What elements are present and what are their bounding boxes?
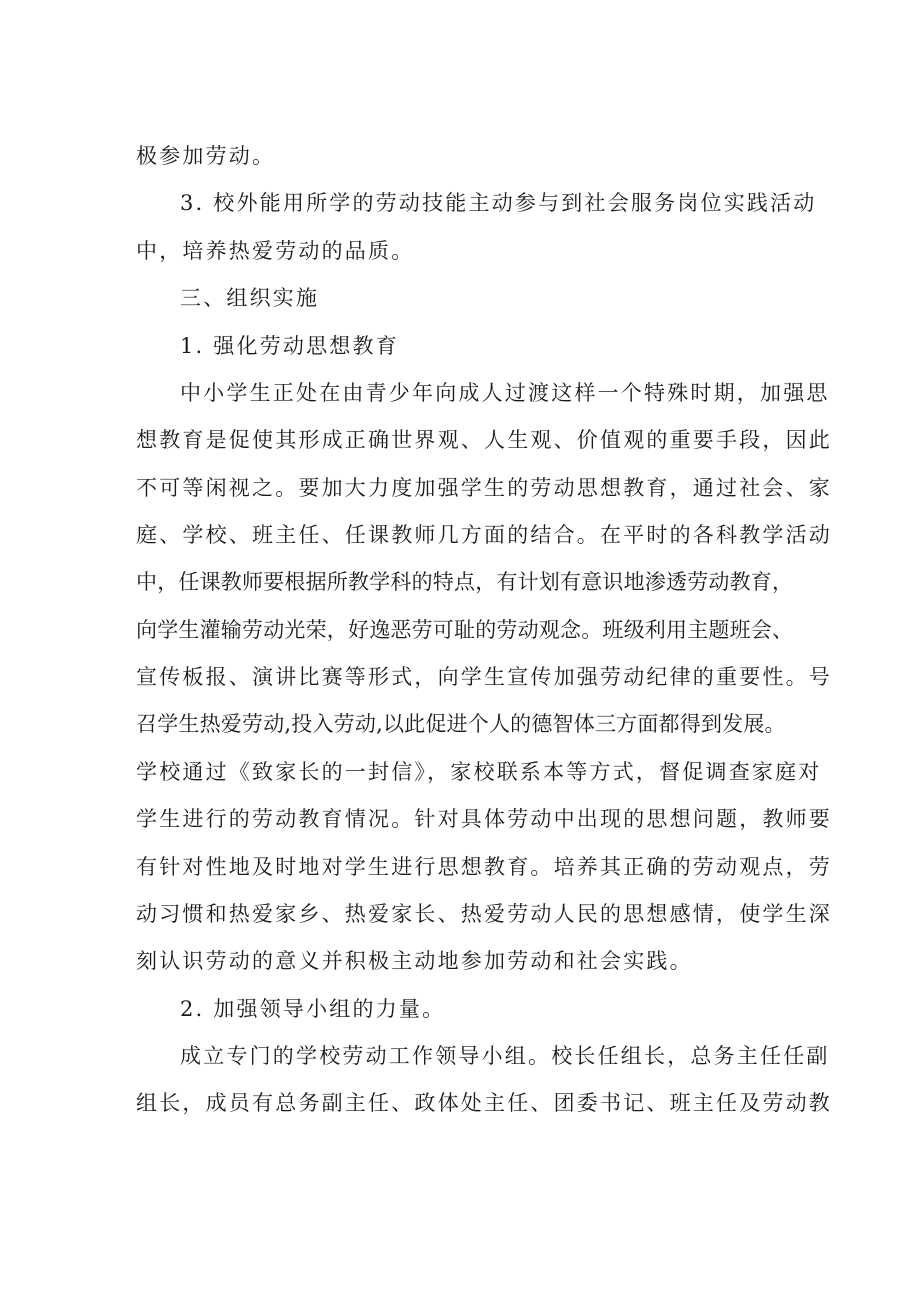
- text-line: 学生进行的劳动教育情况。针对具体劳动中出现的思想问题，教师要: [136, 807, 832, 831]
- text-line: 刻认识劳动的意义并积极主动地参加劳动和社会实践。: [136, 949, 693, 973]
- subsection-heading: 2. 加强领导小组的力量。: [180, 997, 446, 1021]
- text-line: 向学生灌输劳动光荣，好逸恶劳可耻的劳动观念。班级利用主题班会、: [136, 618, 794, 642]
- text-line: 想教育是促使其形成正确世界观、人生观、价值观的重要手段，因此: [136, 428, 832, 452]
- text-line: 组长，成员有总务副主任、政体处主任、团委书记、班主任及劳动教: [136, 1091, 832, 1115]
- text-line: 中，培养热爱劳动的品质。: [136, 239, 415, 263]
- text-line: 不可等闲视之。要加大力度加强学生的劳动思想教育，通过社会、家: [136, 476, 832, 500]
- text-line: 成立专门的学校劳动工作领导小组。校长任组长，总务主任任副: [180, 1044, 830, 1068]
- text-line: 有针对性地及时地对学生进行思想教育。培养其正确的劳动观点，劳: [136, 855, 832, 879]
- text-line: 召学生热爱劳动,投入劳动,以此促进个人的德智体三方面都得到发展。: [136, 712, 786, 736]
- text-line: 宣传板报、演讲比赛等形式，向学生宣传加强劳动纪律的重要性。号: [136, 665, 832, 689]
- text-line: 中，任课教师要根据所教学科的特点，有计划有意识地渗透劳动教育，: [136, 570, 794, 594]
- text-line: 中小学生正处在由青少年向成人过渡这样一个特殊时期，加强思: [180, 381, 830, 405]
- text-line: 庭、学校、班主任、任课教师几方面的结合。在平时的各科教学活动: [136, 523, 832, 547]
- section-heading: 三、组织实施: [180, 286, 320, 310]
- subsection-heading: 1. 强化劳动思想教育: [180, 334, 399, 358]
- text-line: 极参加劳动。: [136, 144, 276, 168]
- text-line: 动习惯和热爱家乡、热爱家长、热爱劳动人民的思想感情，使学生深: [136, 902, 832, 926]
- text-line: 学校通过《致家长的一封信》，家校联系本等方式，督促调查家庭对: [136, 760, 822, 784]
- text-line: 3. 校外能用所学的劳动技能主动参与到社会服务岗位实践活动: [180, 191, 817, 215]
